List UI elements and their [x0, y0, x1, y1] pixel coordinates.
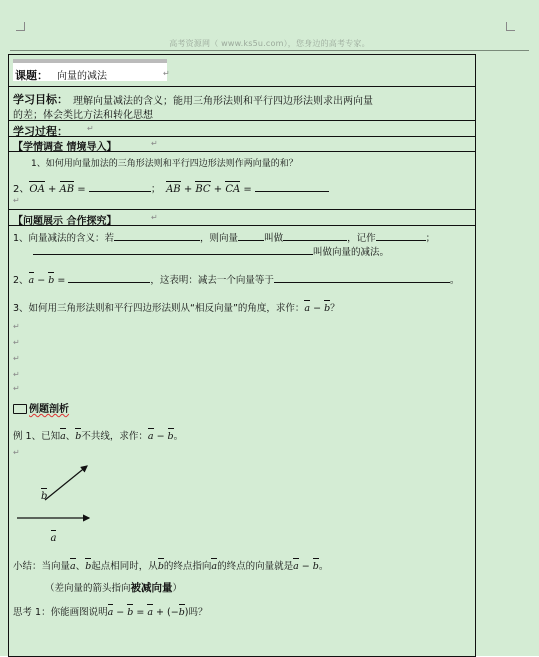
answer-blank[interactable]: [89, 181, 151, 192]
vector-b: b: [158, 561, 164, 572]
crop-mark: [16, 22, 25, 31]
vector-b: b: [179, 607, 185, 618]
paragraph-mark: ↵: [13, 354, 20, 363]
vector-figure: [13, 458, 103, 528]
answer-blank[interactable]: [255, 181, 329, 192]
answer-blank[interactable]: [274, 272, 450, 283]
answer-blank[interactable]: [283, 230, 347, 241]
lesson-table: [8, 54, 476, 657]
section1-heading-row: [9, 137, 475, 152]
equals-sign: =: [74, 184, 89, 195]
paragraph-mark: ↵: [151, 213, 158, 222]
vector-a: a: [211, 561, 217, 572]
vector-b: b: [48, 275, 54, 286]
paragraph-mark: ↵: [13, 370, 20, 379]
section1-content-row: [9, 152, 475, 210]
paragraph-mark: ↵: [13, 448, 20, 457]
paragraph-mark: ↵: [13, 384, 20, 393]
answer-blank[interactable]: [238, 230, 264, 241]
section2-content: [9, 226, 475, 656]
vector-b: b: [324, 303, 330, 314]
crop-mark: [506, 22, 515, 31]
vector-a: a: [148, 431, 154, 442]
answer-blank[interactable]: [68, 272, 150, 283]
vector-b: b: [75, 431, 81, 442]
vector-ab-2: AB: [166, 184, 181, 195]
vector-a: a: [304, 303, 310, 314]
paragraph-mark: ↵: [87, 124, 94, 133]
section2-question-1-cont: 叫做向量的减法。: [33, 244, 389, 258]
section2-question-1: 1、向量减法的含义：若 ，则向量 叫做 ，记作 ；: [13, 230, 435, 244]
think-1: 思考 1：你能画图说明 a − b = a + (− b)吗？: [13, 604, 208, 618]
vector-ca: CA: [225, 184, 240, 195]
summary: 小结：当向量 a、 b起点相同时，从 b的终点指向 a的终点的向量就是 a − b。: [13, 558, 328, 572]
plus-sign: +: [210, 184, 226, 195]
section2-heading-row: [9, 210, 475, 226]
title-label: 课题：: [15, 69, 48, 82]
figure-label-b: b: [41, 491, 47, 502]
equals-sign: =: [240, 184, 255, 195]
goals-label: 学习目标：: [13, 93, 68, 106]
title-text: 向量的减法: [57, 71, 107, 82]
paragraph-mark: ↵: [163, 69, 170, 78]
page-header: 高考资源网（ www.ks5u.com），您身边的高考专家。: [169, 39, 370, 48]
answer-blank[interactable]: [114, 230, 200, 241]
vector-a: a: [293, 561, 299, 572]
vector-b: b: [168, 431, 174, 442]
goals-row: [9, 87, 475, 121]
separator: ；: [150, 184, 161, 195]
plus-sign: +: [44, 184, 60, 195]
section1-heading: 【学情调查 情境导入】: [13, 142, 117, 153]
answer-blank[interactable]: [376, 230, 426, 241]
process-row: [9, 121, 475, 137]
section2-question-3: 3、如何用三角形法则和平行四边形法则从“相反向量”的角度，求作： a − b？: [13, 300, 340, 314]
section1-question-1: 1、如何用向量加法的三角形法则和平行四边形法则作两向量的和？: [31, 159, 298, 169]
answer-blank[interactable]: [33, 244, 313, 255]
paragraph-mark: ↵: [13, 338, 20, 347]
paragraph-mark: ↵: [13, 196, 20, 205]
title-row: [9, 55, 475, 87]
example-1: 例 1、已知 a、 b不共线，求作： a − b。: [13, 428, 183, 442]
process-label: 学习过程：: [13, 125, 68, 138]
section1-question-2: [13, 180, 329, 195]
section2-heading: 【问题展示 合作探究】: [13, 216, 117, 227]
vector-oa: OA: [29, 184, 44, 195]
vector-a: a: [60, 431, 66, 442]
plus-sign: +: [180, 184, 196, 195]
vector-b: b: [127, 607, 133, 618]
folder-icon: [13, 404, 27, 414]
vector-a: a: [147, 607, 153, 618]
q2-prefix: 2、: [13, 184, 30, 195]
goals-line-1: 理解向量减法的含义；能用三角形法则和平行四边形法则求出两向量: [73, 96, 373, 107]
example-heading: 例题剖析: [13, 400, 69, 415]
summary-note: （差向量的箭头指向被减向量）: [45, 582, 183, 594]
section2-question-2: 2、 a − b = ，这表明：减去一个向量等于 。: [13, 272, 459, 286]
title-box-bar: [13, 59, 167, 63]
vector-b: b: [85, 561, 91, 572]
vector-b-arrow: [45, 466, 87, 500]
vector-a: a: [108, 607, 114, 618]
vector-a: a: [29, 275, 35, 286]
header-rule: [10, 50, 529, 51]
goals-line-2: 的差；体会类比方法和转化思想: [13, 110, 153, 121]
vector-b: b: [313, 561, 319, 572]
vector-a: a: [70, 561, 76, 572]
paragraph-mark: ↵: [151, 139, 158, 148]
vector-bc: BC: [195, 184, 210, 195]
paragraph-mark: ↵: [13, 322, 20, 331]
vector-ab: AB: [60, 184, 75, 195]
figure-label-a: a: [51, 533, 57, 544]
